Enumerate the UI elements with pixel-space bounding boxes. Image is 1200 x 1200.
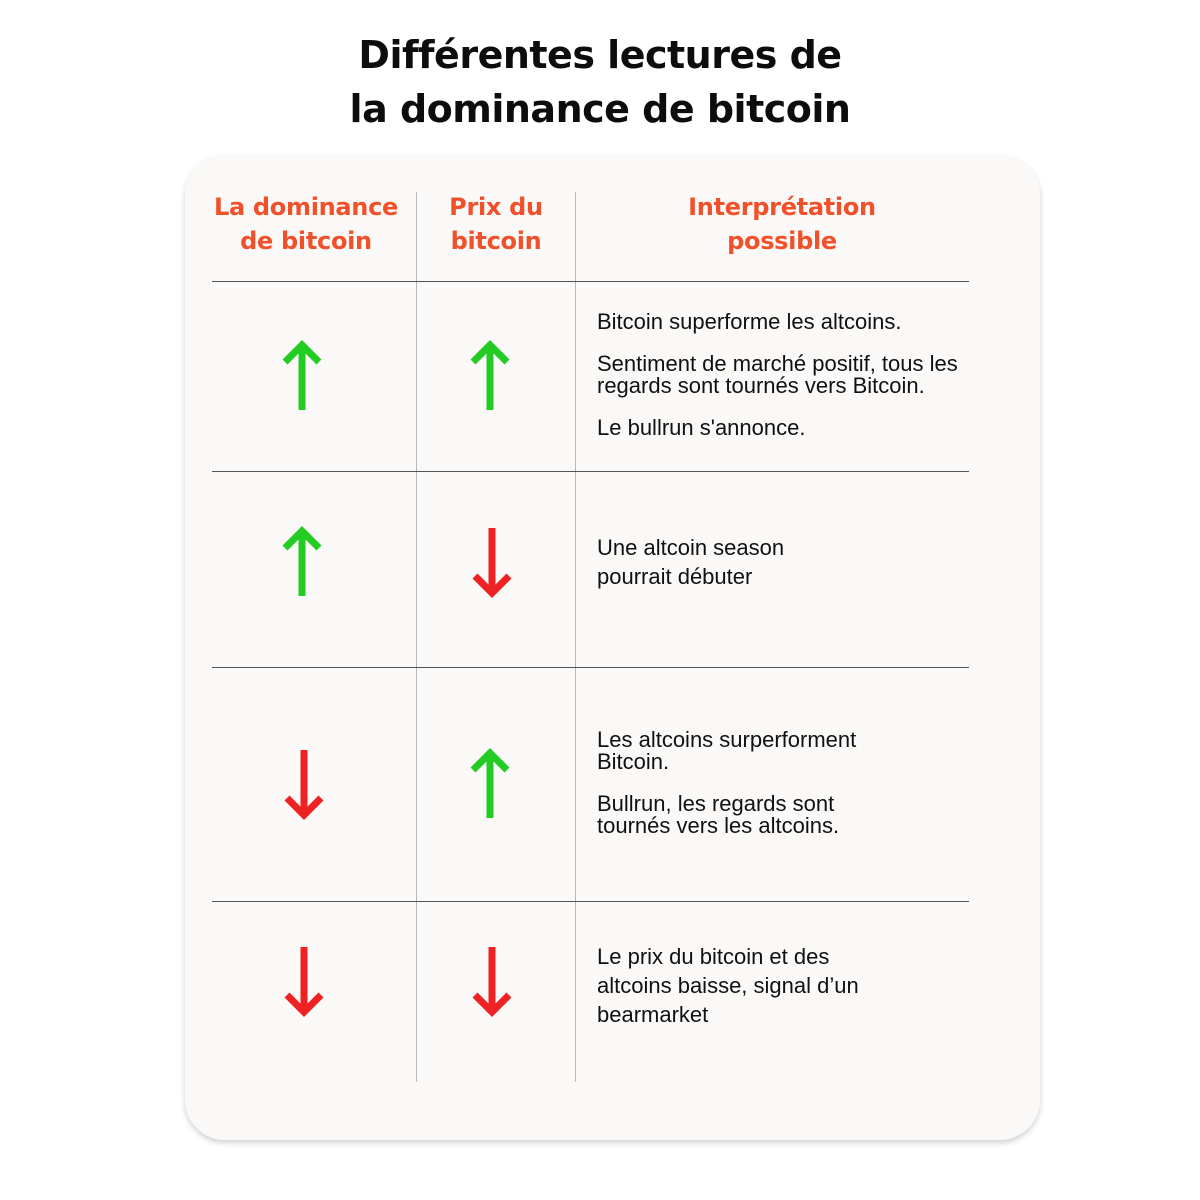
row-4-text-1: Le prix du bitcoin et des altcoins baisse, signal d’un bearmarket [597, 944, 859, 1027]
row-2-text-1: Une altcoin season pourrait débuter [597, 535, 785, 589]
row-3-interpretation [597, 729, 907, 837]
row-3-text-1: Les altcoins surperforment Bitcoin. [597, 727, 857, 774]
row-divider-2 [212, 667, 969, 668]
column-divider-1 [416, 192, 417, 1082]
row-divider-3 [212, 901, 969, 902]
header-interpretation-line-1: Interprétation [688, 193, 876, 221]
column-divider-2 [575, 192, 576, 1082]
header-interpretation-line-2: possible [727, 227, 837, 255]
title-line-1: Différentes lectures de [358, 33, 842, 77]
header-dominance [200, 190, 412, 258]
header-dominance-line-2: de bitcoin [240, 227, 372, 255]
row-3-dominance-arrow-icon [282, 748, 326, 820]
row-2-price-arrow-icon [470, 526, 514, 598]
row-3-price-arrow-icon [468, 748, 512, 820]
row-4-price-arrow-icon [470, 945, 514, 1017]
row-1-text-1: Bitcoin superforme les altcoins. [597, 309, 902, 334]
header-dominance-line-1: La dominance [213, 193, 399, 221]
title-line-2: la dominance de bitcoin [349, 87, 851, 131]
row-4-interpretation [597, 942, 867, 1029]
header-price-line-1: Prix du [449, 193, 543, 221]
row-divider-1 [212, 471, 969, 472]
row-1-price-arrow-icon [468, 340, 512, 412]
row-3-text-2: Bullrun, les regards sont tournés vers les altcoins. [597, 791, 840, 838]
row-1-interpretation [597, 311, 1017, 439]
header-interpretation [590, 190, 974, 258]
row-1-text-3: Le bullrun s'annonce. [597, 415, 806, 440]
row-divider-header [212, 281, 969, 282]
row-1-text-2: Sentiment de marché positif, tous les regards sont tournés vers Bitcoin. [597, 351, 958, 398]
page-title [0, 28, 1200, 136]
row-2-dominance-arrow-icon [280, 526, 324, 598]
header-price-line-2: bitcoin [450, 227, 542, 255]
row-1-dominance-arrow-icon [280, 340, 324, 412]
row-2-interpretation [597, 533, 837, 591]
header-price [416, 190, 576, 258]
row-4-dominance-arrow-icon [282, 945, 326, 1017]
